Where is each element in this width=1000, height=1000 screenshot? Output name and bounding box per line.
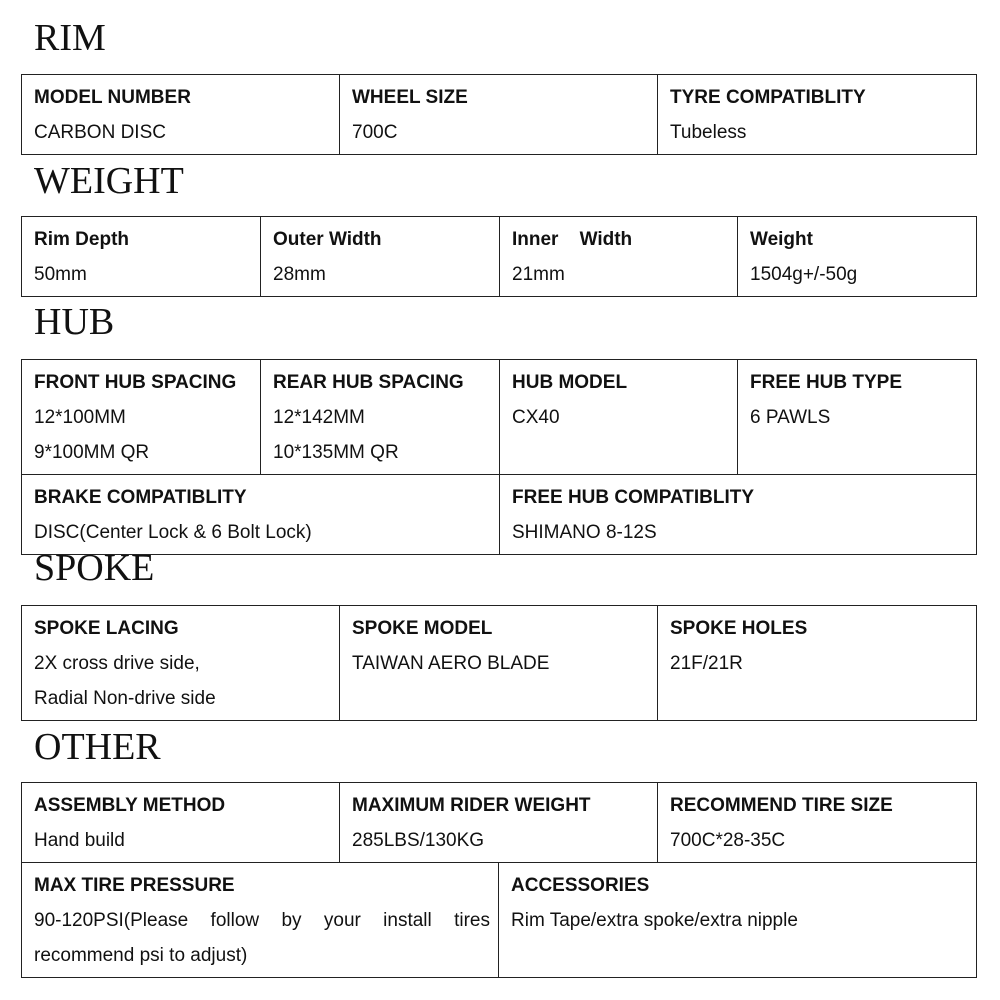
spec-cell-max-tire-pressure [22,863,499,978]
spec-cell-assembly-method [22,783,340,863]
spec-label: RECOMMEND TIRE SIZE [670,795,893,816]
spec-value: 6 PAWLS [750,407,831,428]
spec-cell-maximum-rider-weight [340,783,658,863]
weight-spec-table [21,216,977,297]
spec-value: 700C*28-35C [670,830,786,851]
spec-label: FRONT HUB SPACING [34,372,237,393]
spec-cell-accessories [499,863,977,978]
spec-cell-recommend-tire-size [658,783,977,863]
section-title-other: OTHER [34,726,161,768]
spec-value: Hand build [34,830,125,851]
spoke-spec-table [21,605,977,721]
spec-label: Inner Width [512,229,633,250]
spec-label: Rim Depth [34,229,129,250]
spec-value: 12*100MM [34,407,126,428]
spec-cell-inner-width [500,217,738,297]
spec-value: 28mm [273,264,326,285]
spec-label: MAX TIRE PRESSURE [34,875,235,896]
spec-cell-rear-hub-spacing [261,360,500,475]
spec-label: WHEEL SIZE [352,87,468,108]
spec-cell-weight [738,217,977,297]
spec-label: BRAKE COMPATIBLITY [34,487,247,508]
spec-cell-tyre-compatibility [658,75,977,155]
spec-value: 50mm [34,264,87,285]
spec-value: 90-120PSI(Please follow by your install tires recommend psi to adjust) [34,910,490,966]
section-title-rim: RIM [34,17,106,59]
spec-label: REAR HUB SPACING [273,372,464,393]
section-title-hub: HUB [34,301,115,343]
spec-cell-wheel-size [340,75,658,155]
rim-spec-table [21,74,977,155]
spec-label: Outer Width [273,229,382,250]
spec-value: 2X cross drive side, [34,653,200,674]
spec-cell-free-hub-compatibility [500,475,977,555]
spec-cell-hub-model [500,360,738,475]
section-title-spoke: SPOKE [34,547,155,589]
spec-cell-front-hub-spacing [22,360,261,475]
spec-value: 285LBS/130KG [352,830,485,851]
section-title-weight: WEIGHT [34,160,184,202]
spec-cell-spoke-holes [658,606,977,721]
spec-cell-free-hub-type [738,360,977,475]
spec-value: 12*142MM [273,407,365,428]
spec-value: SHIMANO 8-12S [512,522,657,543]
spec-label: SPOKE HOLES [670,618,808,639]
spec-label: FREE HUB TYPE [750,372,903,393]
spec-label: MODEL NUMBER [34,87,191,108]
spec-cell-spoke-lacing [22,606,340,721]
spec-value: DISC(Center Lock & 6 Bolt Lock) [34,522,312,543]
spec-value: 21mm [512,264,565,285]
spec-label: TYRE COMPATIBLITY [670,87,866,108]
spec-value: CARBON DISC [34,122,166,143]
spec-value: Radial Non-drive side [34,688,216,709]
spec-label: Weight [750,229,813,250]
spec-value: Tubeless [670,122,747,143]
spec-label: ASSEMBLY METHOD [34,795,226,816]
spec-label: FREE HUB COMPATIBLITY [512,487,755,508]
spec-value: 9*100MM QR [34,442,150,463]
spec-label: HUB MODEL [512,372,628,393]
hub-spec-table [21,359,977,555]
spec-cell-model-number [22,75,340,155]
spec-value: 10*135MM QR [273,442,399,463]
spec-value: CX40 [512,407,560,428]
spec-cell-spoke-model [340,606,658,721]
spec-value: 1504g+/-50g [750,264,858,285]
spec-value: 700C [352,122,398,143]
spec-value: TAIWAN AERO BLADE [352,653,550,674]
spec-cell-outer-width [261,217,500,297]
spec-label: SPOKE MODEL [352,618,493,639]
spec-label: SPOKE LACING [34,618,179,639]
spec-value: Rim Tape/extra spoke/extra nipple [511,910,798,931]
spec-label: MAXIMUM RIDER WEIGHT [352,795,591,816]
spec-cell-rim-depth [22,217,261,297]
spec-value: 21F/21R [670,653,743,674]
spec-label: ACCESSORIES [511,875,650,896]
other-spec-table [21,782,977,978]
spec-cell-brake-compatibility [22,475,500,555]
